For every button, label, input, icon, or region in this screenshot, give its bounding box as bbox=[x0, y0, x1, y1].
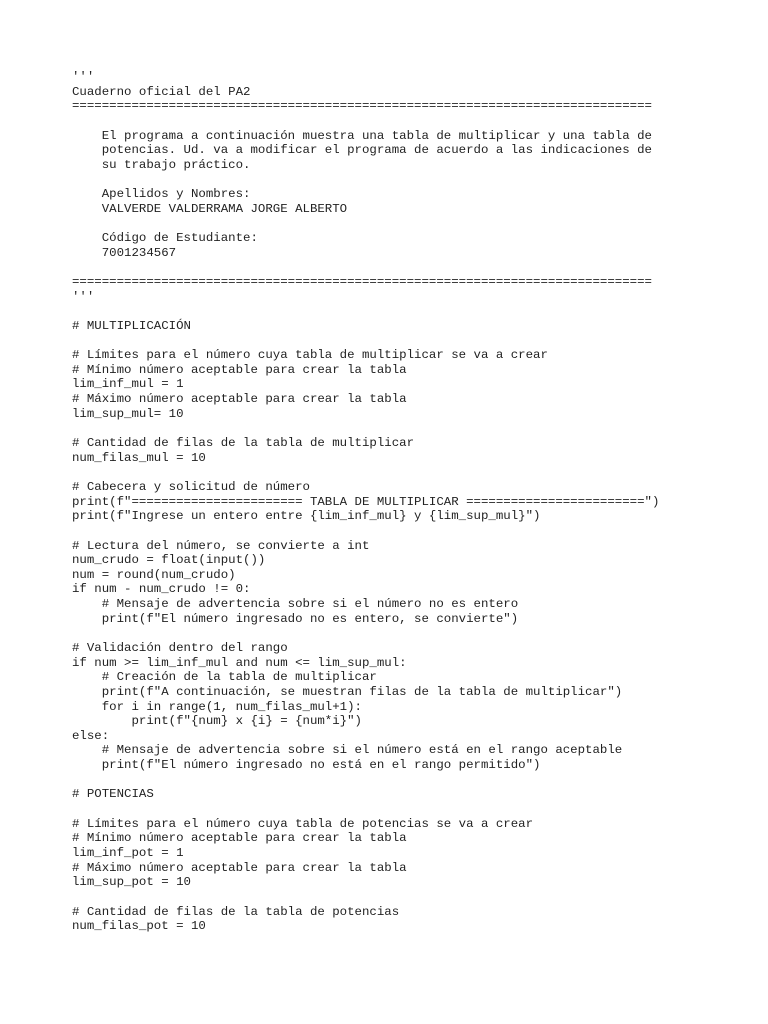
code-line bbox=[72, 626, 732, 641]
code-line: # MULTIPLICACIÓN bbox=[72, 318, 191, 333]
code-line bbox=[72, 334, 732, 349]
code-line bbox=[72, 524, 732, 539]
code-line: # Máximo número aceptable para crear la tabla bbox=[72, 860, 407, 875]
code-line: num_crudo = float(input()) bbox=[72, 553, 266, 568]
code-line: 7001234567 bbox=[72, 245, 177, 260]
code-line: # Máximo número aceptable para crear la tabla bbox=[72, 392, 407, 407]
code-line bbox=[72, 465, 732, 480]
code-line: # Mensaje de advertencia sobre si el número no es entero bbox=[72, 597, 519, 612]
code-line: # Validación dentro del rango bbox=[72, 640, 288, 655]
code-line: ''' bbox=[72, 70, 95, 84]
code-line: # Cantidad de filas de la tabla de multiplicar bbox=[72, 436, 415, 451]
code-line: print(f"El número ingresado no está en el rango permitido") bbox=[72, 758, 541, 773]
code-line: lim_inf_mul = 1 bbox=[72, 377, 184, 392]
code-line: num_filas_pot = 10 bbox=[72, 919, 206, 934]
code-line: lim_inf_pot = 1 bbox=[72, 845, 184, 860]
code-line: print(f"El número ingresado no es entero, se convierte") bbox=[72, 611, 519, 626]
code-line: # Cantidad de filas de la tabla de potencias bbox=[72, 904, 400, 919]
code-line: su trabajo práctico. bbox=[72, 157, 251, 172]
code-line bbox=[72, 773, 732, 788]
code-line: ============================================================================== bbox=[72, 274, 652, 289]
code-line: Apellidos y Nombres: bbox=[72, 187, 251, 202]
code-line: # Límites para el número cuya tabla de potencias se va a crear bbox=[72, 816, 534, 831]
code-line: # Lectura del número, se convierte a int bbox=[72, 538, 370, 553]
code-line: potencias. Ud. va a modificar el programa de acuerdo a las indicaciones de bbox=[72, 143, 652, 158]
code-line bbox=[72, 172, 732, 187]
code-line: if num >= lim_inf_mul and num <= lim_sup_mul: bbox=[72, 655, 407, 670]
code-line bbox=[72, 216, 732, 231]
code-line bbox=[72, 304, 732, 319]
code-listing bbox=[72, 70, 732, 934]
code-line: print(f"======================= TABLA DE MULTIPLICAR ========================") bbox=[72, 494, 660, 509]
code-line: lim_sup_pot = 10 bbox=[72, 875, 191, 890]
code-line: ''' bbox=[72, 289, 95, 304]
code-line: print(f"A continuación, se muestran filas de la tabla de multiplicar") bbox=[72, 684, 623, 699]
code-line: # POTENCIAS bbox=[72, 787, 154, 802]
code-line: VALVERDE VALDERRAMA JORGE ALBERTO bbox=[72, 201, 348, 216]
code-line: El programa a continuación muestra una tabla de multiplicar y una tabla de bbox=[72, 128, 652, 143]
code-line bbox=[72, 260, 732, 275]
code-line bbox=[72, 421, 732, 436]
code-line: else: bbox=[72, 728, 110, 743]
code-line: Código de Estudiante: bbox=[72, 231, 258, 246]
code-line: lim_sup_mul= 10 bbox=[72, 406, 184, 421]
code-line: Cuaderno oficial del PA2 bbox=[72, 84, 251, 99]
code-line: # Creación de la tabla de multiplicar bbox=[72, 670, 377, 685]
code-line: # Límites para el número cuya tabla de multiplicar se va a crear bbox=[72, 348, 548, 363]
code-line: # Mínimo número aceptable para crear la tabla bbox=[72, 362, 407, 377]
document-page bbox=[72, 70, 732, 934]
code-line: # Cabecera y solicitud de número bbox=[72, 479, 310, 494]
code-line bbox=[72, 890, 732, 905]
code-line: print(f"{num} x {i} = {num*i}") bbox=[72, 714, 362, 729]
code-line bbox=[72, 114, 732, 129]
code-line: # Mínimo número aceptable para crear la tabla bbox=[72, 831, 407, 846]
code-line bbox=[72, 802, 732, 817]
code-line: print(f"Ingrese un entero entre {lim_inf_mul} y {lim_sup_mul}") bbox=[72, 509, 541, 524]
code-line: num_filas_mul = 10 bbox=[72, 450, 206, 465]
code-line: for i in range(1, num_filas_mul+1): bbox=[72, 699, 362, 714]
code-line: num = round(num_crudo) bbox=[72, 567, 236, 582]
code-line: if num - num_crudo != 0: bbox=[72, 582, 251, 597]
code-line: ============================================================================== bbox=[72, 99, 652, 114]
code-line: # Mensaje de advertencia sobre si el número está en el rango aceptable bbox=[72, 743, 623, 758]
